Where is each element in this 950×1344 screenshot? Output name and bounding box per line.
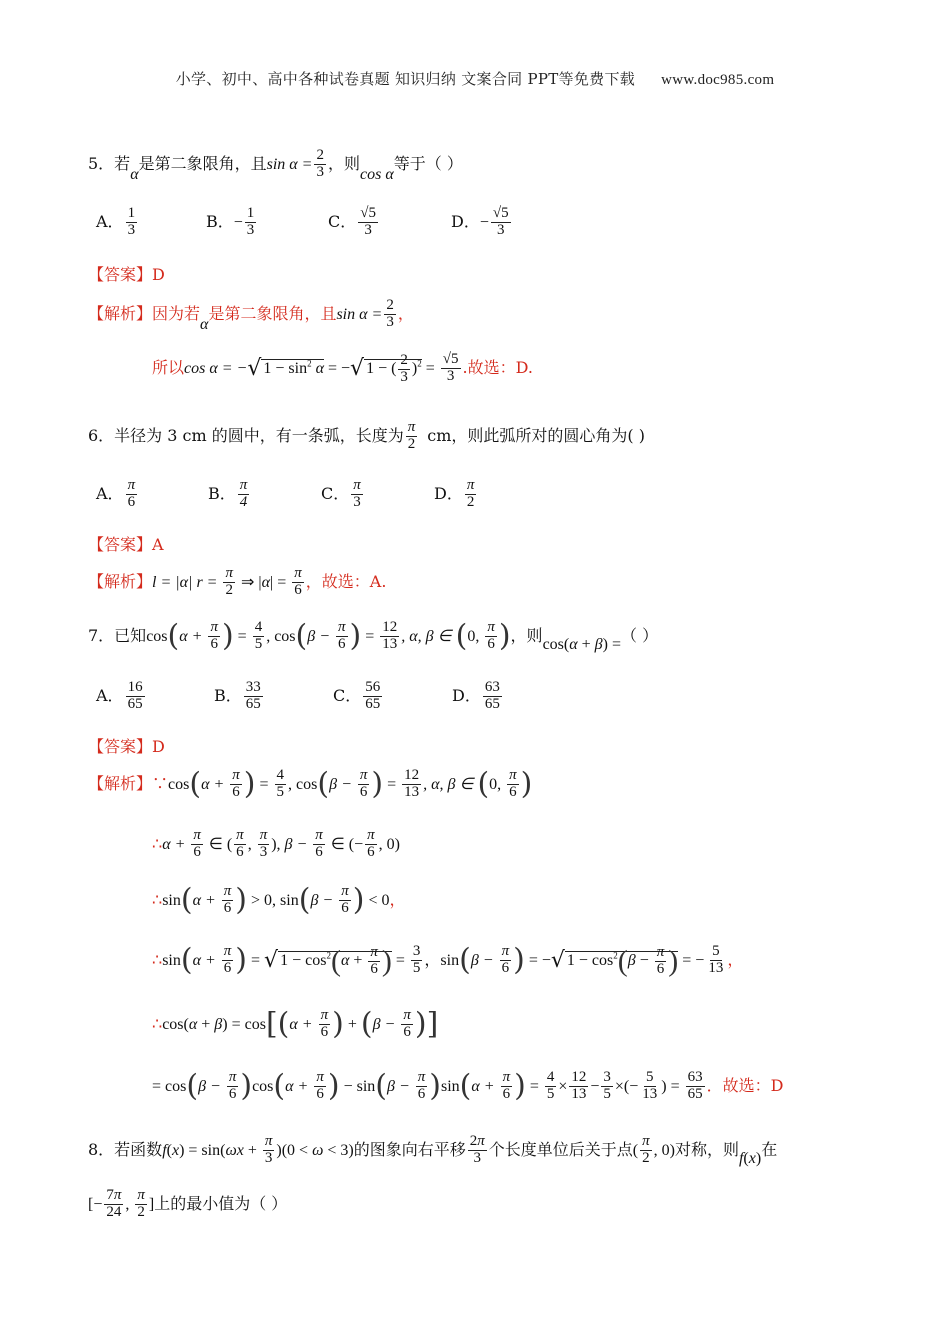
q6-option-b: B． $\frac{\pi}{4}$ xyxy=(208,477,248,510)
q5-answer: 【答案】D xyxy=(88,265,165,284)
q7-option-c: C． $\frac{56}{65}$ xyxy=(333,679,381,712)
q5-analysis-line-1: 【解析】因为若α是第二象限角，且sin α = $\frac{2}{3}$ ， xyxy=(88,297,414,333)
q6-option-c: C． $\frac{\pi}{3}$ xyxy=(321,477,361,510)
q7-analysis-line-6: = cos(β − $\frac{\pi}{6}$ )cos(α + $\frac{\pi}{6}$ ) − sin(β − $\frac{\pi}{6}$ )sin(α + $\frac{\pi}{6}$ ) = $\frac{4}{5}$ × $\frac{12}{13}$ − $\frac{3}{5}$ ×(− $\frac{5}{13}$ ) = $\frac{63}{65}$ ．故选：D xyxy=(152,1068,784,1104)
q5-option-b: B．− $\frac{1}{3}$ xyxy=(206,205,255,238)
q6-analysis: 【解析】l = |α| r = $\frac{\pi}{2}$ ⇒ |α| = $\frac{\pi}{6}$ ，故选：A. xyxy=(88,565,387,598)
q7-analysis-line-3: ∴sin(α + $\frac{\pi}{6}$ ) > 0, sin(β − $\frac{\pi}{6}$ ) < 0， xyxy=(152,882,406,918)
page-header xyxy=(0,68,950,89)
q7-option-d: D． $\frac{63}{65}$ xyxy=(452,679,500,712)
q6-answer: 【答案】A xyxy=(88,535,164,554)
question-8: 8．若函数f(x) = sin(ωx + $\frac{\pi}{3}$ )(0 < ω < 3)的图象向右平移 $\frac{2\pi}{3}$ 个长度单位后关于点( $\frac{\pi}{2}$ , 0)对称，则f(x)在 xyxy=(88,1133,778,1167)
q5-option-c: C． $\frac{√5}{3}$ xyxy=(328,205,376,238)
question-7: 7．已知cos(α + $\frac{\pi}{6}$ ) = $\frac{4}{5}$ , cos(β − $\frac{\pi}{6}$ ) = $\frac{12}{13}$ , α, β ∈ (0, $\frac{\pi}{6}$ )，则cos(α + β) =（ ） xyxy=(88,618,659,654)
q7-option-a: A． $\frac{16}{65}$ xyxy=(96,679,143,712)
question-6: 6．半径为 3 cm 的圆中，有一条弧，长度为 $\frac{\pi}{2}$ cm，则此弧所对的圆心角为( ) xyxy=(88,419,645,452)
q5-option-d: D．− $\frac{√5}{3}$ xyxy=(451,205,509,238)
q7-analysis-line-5: ∴cos(α + β) = cos[(α + $\frac{\pi}{6}$ ) + (β − $\frac{\pi}{6}$ )] xyxy=(152,1006,439,1042)
header-text: 小学、初中、高中各种试卷真题 知识归纳 文案合同 PPT等免费下载 xyxy=(175,70,636,88)
question-8-line-2: [− $\frac{7\pi}{24}$ , $\frac{\pi}{2}$ ]上的最小值为（ ） xyxy=(88,1187,288,1220)
q7-analysis-line-2: ∴α + $\frac{\pi}{6}$ ∈ ( $\frac{\pi}{6}$ , $\frac{\pi}{3}$ ), β − $\frac{\pi}{6}$ ∈ (− $\frac{\pi}{6}$ , 0) xyxy=(152,827,400,860)
question-5: 5．若α是第二象限角，且sin α = $\frac{2}{3}$ ，则cos α等于（ ） xyxy=(88,147,463,183)
q7-answer: 【答案】D xyxy=(88,737,165,756)
q7-option-b: B． $\frac{33}{65}$ xyxy=(214,679,261,712)
q6-option-d: D． $\frac{\pi}{2}$ xyxy=(434,477,475,510)
q7-analysis-line-1: 【解析】∵cos(α + $\frac{\pi}{6}$ ) = $\frac{4}{5}$ , cos(β − $\frac{\pi}{6}$ ) = $\frac{12}{13}$ , α, β ∈ (0, $\frac{\pi}{6}$ ) xyxy=(88,766,533,802)
q5-option-a: A． $\frac{1}{3}$ xyxy=(96,205,136,238)
q5-analysis-line-2: 所以cos α = −√ $1 - \sin^2 \alpha$ = −√ 1 − ( $\frac{2}{3}$ )$^2$ = $\frac{√5}{3}$ .故选：D. xyxy=(152,351,533,385)
header-site: www.doc985.com xyxy=(661,72,775,88)
q7-analysis-line-4: ∴sin(α + $\frac{\pi}{6}$ ) = √ $1 - \cos^2(\alpha$ + $\frac{\pi}{6}$ ) = $\frac{3}{5}$ ，sin(β − $\frac{\pi}{6}$ ) = −√ $1 - \cos^2(\beta$ − $\frac{\pi}{6}$ ) = − $\frac{5}{13}$ ， xyxy=(152,942,744,978)
q6-option-a: A． $\frac{\pi}{6}$ xyxy=(96,477,136,510)
